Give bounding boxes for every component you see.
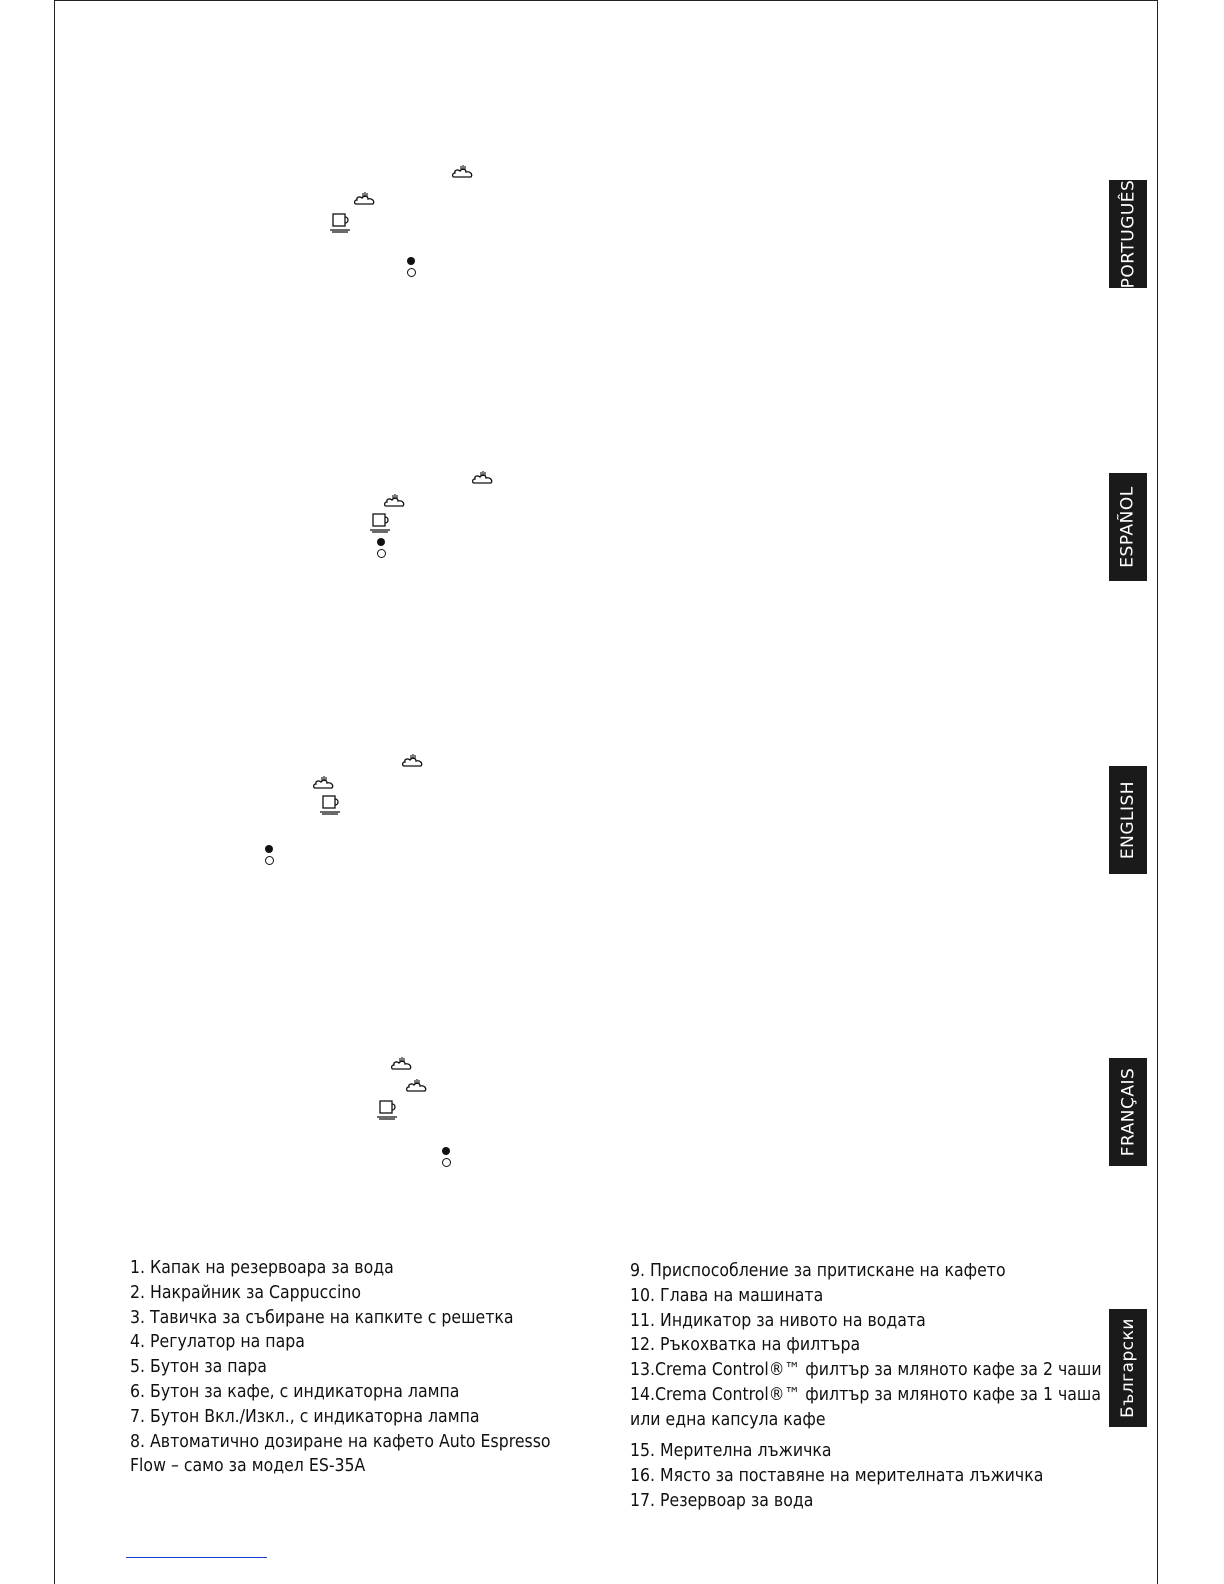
coffee-cup-icon [328,212,354,234]
list-item: 16. Място за поставяне на мерителната лъжичка [630,1465,1044,1486]
list-item: 12. Ръкохватка на филтъра [630,1335,861,1356]
coffee-cup-icon [368,512,394,534]
list-item: 9. Приспособление за притискане на кафето [630,1261,1006,1281]
list-item: 8. Автоматично дозиране на кафето Auto Espresso [130,1431,551,1452]
indicator-dots-icon [441,1147,451,1167]
list-item: 4. Регулатор на пара [130,1332,305,1353]
language-tab-label: Български [1118,1318,1138,1418]
steam-icon [390,1055,414,1073]
list-item: 17. Резервоар за вода [630,1490,814,1511]
indicator-dots-icon [264,845,274,865]
indicator-dots-icon [406,257,416,277]
list-item: 14.Crema Control®™ филтър за мляното кафе за 1 чаша [630,1384,1101,1405]
steam-icon [383,492,407,510]
list-item: 3. Тавичка за събиране на капките с решетка [130,1307,514,1328]
steam-icon [401,752,425,770]
steam-icon [353,190,377,208]
language-tab-spanish[interactable] [1109,473,1147,581]
coffee-cup-icon [375,1099,401,1121]
steam-icon [471,469,495,487]
list-item: 15. Мерителна лъжичка [630,1441,832,1461]
footer-link-underline[interactable] [126,1557,267,1558]
parts-list-left [130,1256,551,1479]
list-item: 11. Индикатор за нивото на водата [630,1310,926,1331]
list-item: 5. Бутон за пара [130,1357,267,1378]
parts-list-right [630,1259,1102,1433]
steam-icon [451,163,475,181]
coffee-cup-icon [318,794,344,816]
language-tab-english[interactable] [1109,766,1147,874]
list-item: или една капсула кафе [630,1409,826,1430]
list-item: Flow – само за модел ES-35A [130,1456,366,1477]
parts-list-right-continued [630,1439,1043,1513]
list-item: 10. Глава на машината [630,1285,824,1306]
language-tab-label: ESPAÑOL [1118,486,1138,568]
steam-icon [312,774,336,792]
list-item: 6. Бутон за кафе, с индикаторна лампа [130,1381,460,1402]
list-item: 2. Накрайник за Cappuccino [130,1282,361,1303]
language-tab-label: PORTUGUÊS [1118,179,1138,289]
language-tab-label: ENGLISH [1118,780,1139,860]
language-tab-bulgarian[interactable] [1109,1309,1147,1427]
indicator-dots-icon [376,538,386,558]
language-tab-portuguese[interactable] [1109,180,1147,288]
list-item: 1. Капак на резервоара за вода [130,1258,394,1278]
steam-icon [405,1077,429,1095]
list-item: 7. Бутон Вкл./Изкл., с индикаторна лампа [130,1406,480,1427]
language-tab-label: FRANÇAIS [1118,1067,1138,1157]
language-tab-french[interactable] [1109,1058,1147,1166]
list-item: 13.Crema Control®™ филтър за мляното кафе за 2 чаши [630,1360,1102,1381]
